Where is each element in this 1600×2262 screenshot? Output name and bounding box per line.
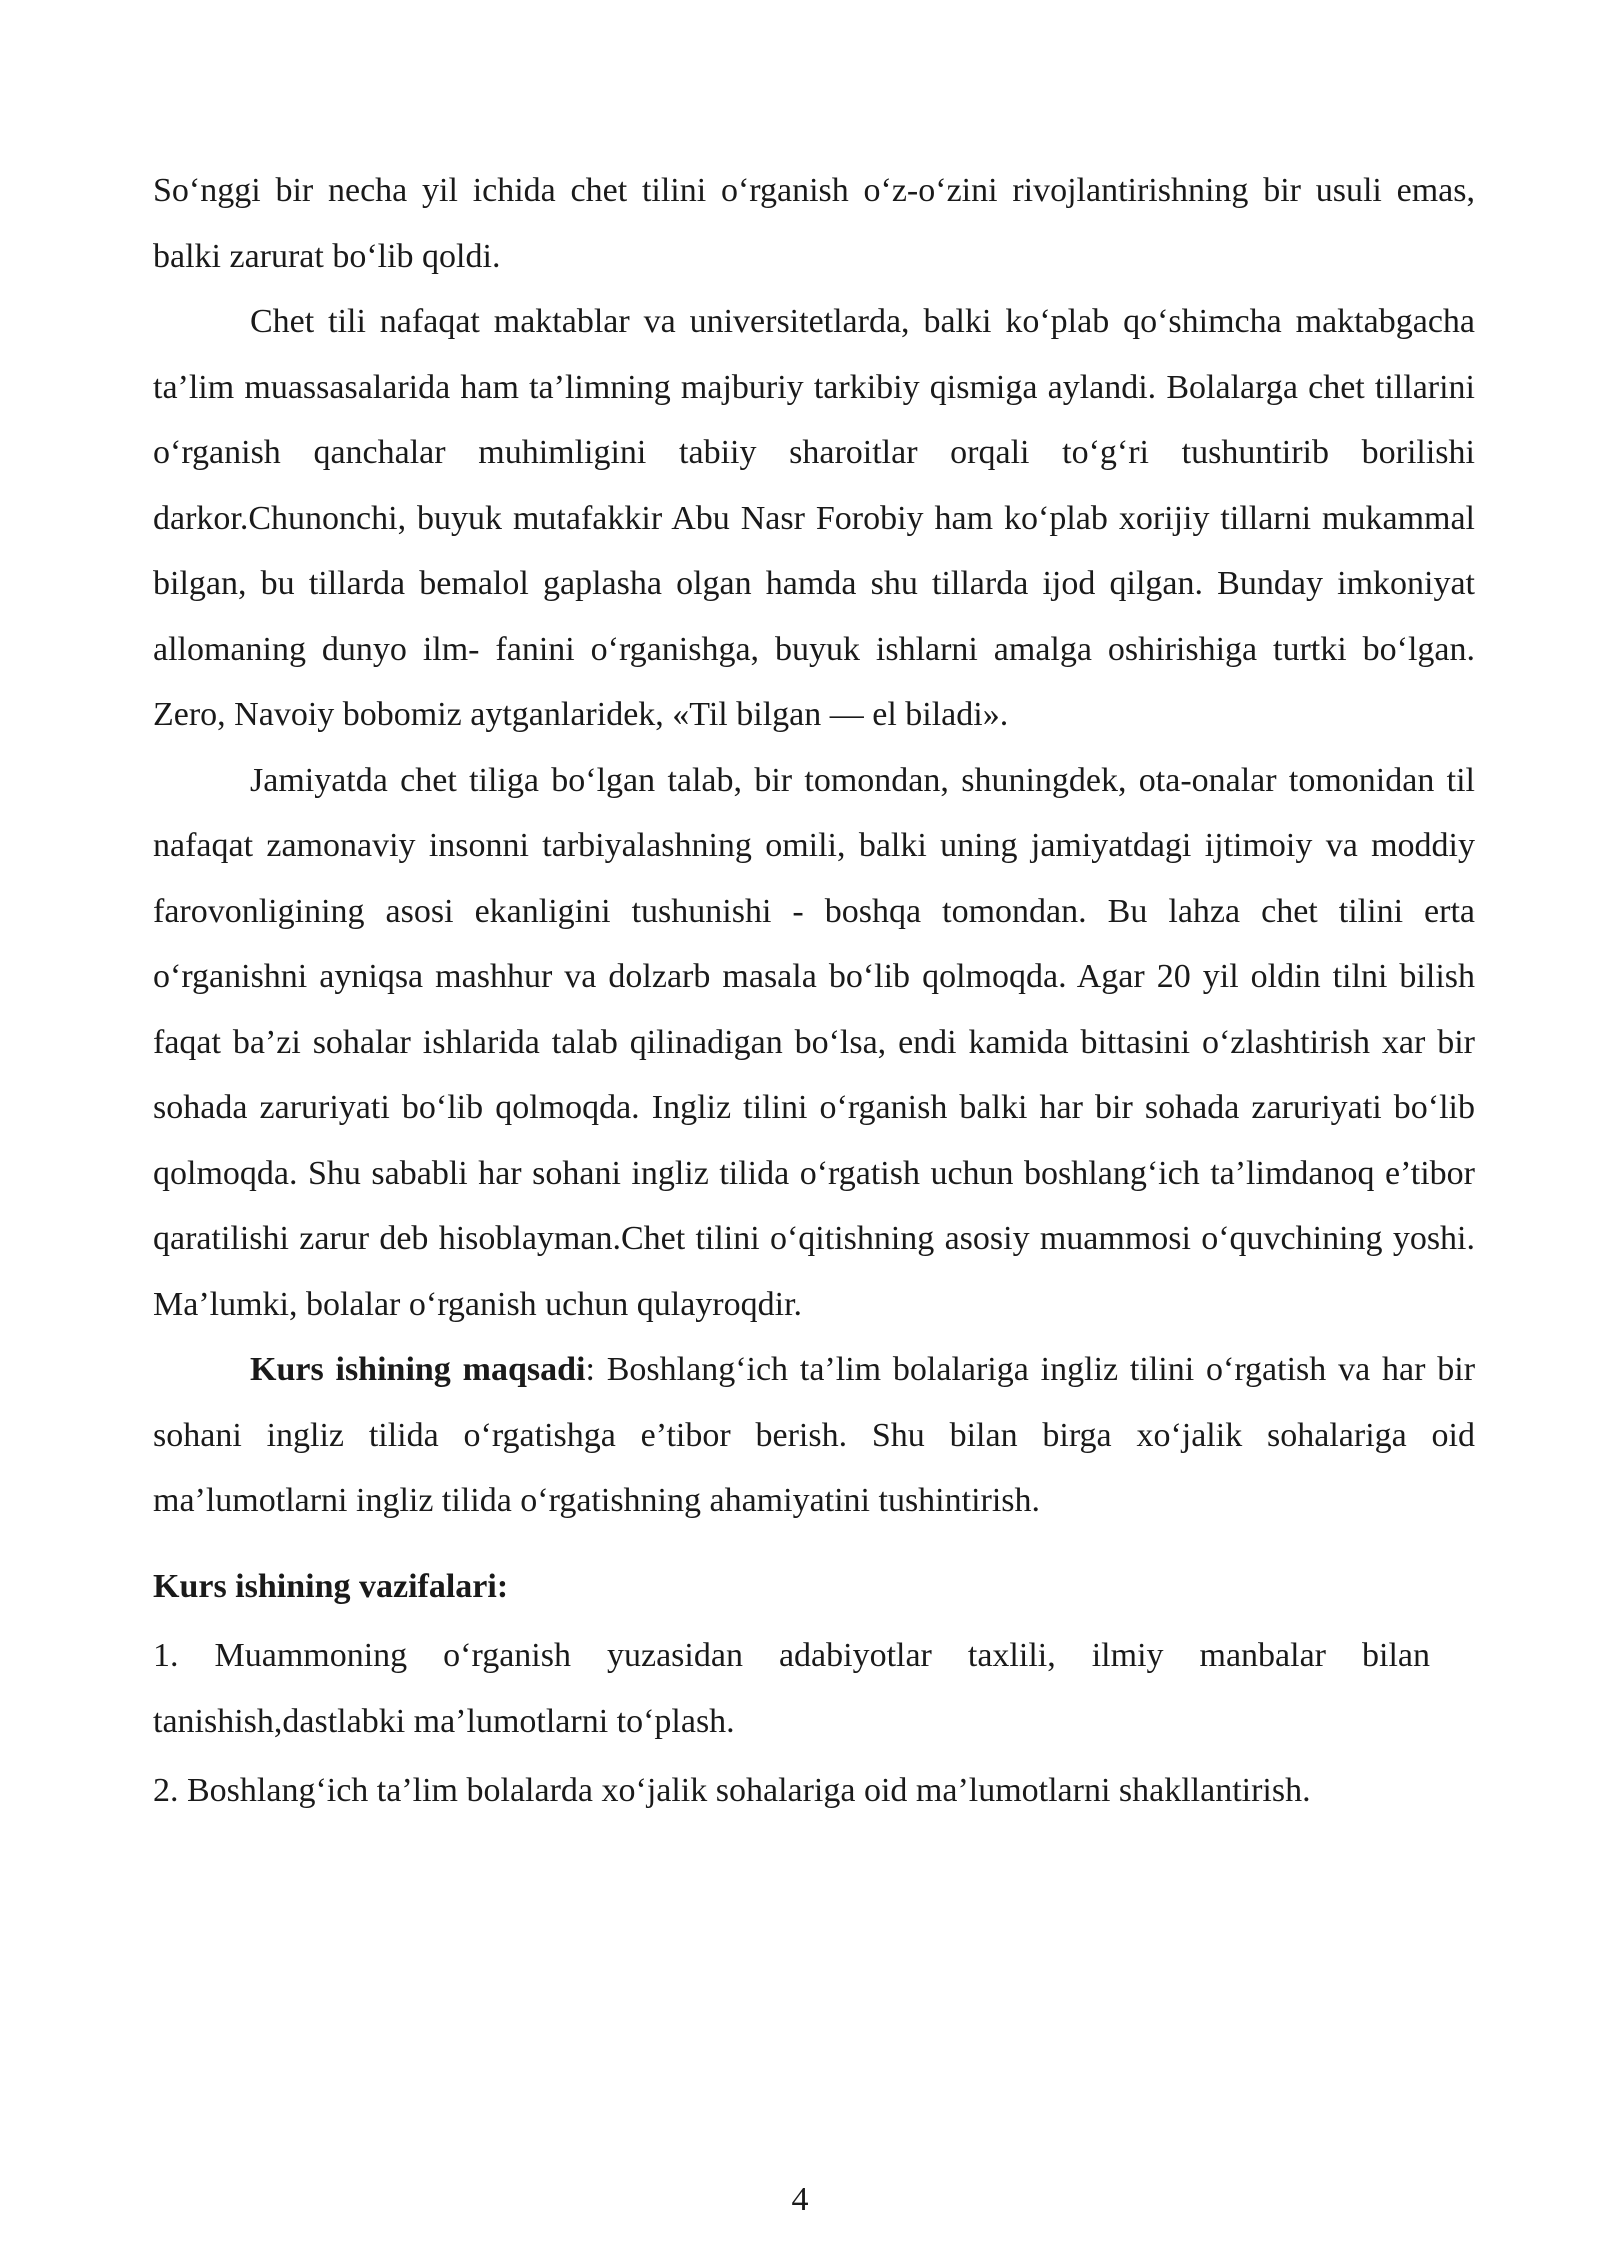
page-number: 4 (791, 2181, 809, 2218)
paragraph-society-demand: Jamiyatda chet tiliga bo‘lgan talab, bir tomondan, shuningdek, ota-onalar tomonidan til nafaqat zamonaviy insonni tarbiyalashning omili, balki uning jamiyatdagi ijtimoiy va moddiy farovonligining asosi ekanligini tushunishi - boshqa tomondan. Bu lahza chet tilini erta o‘rganishni ayniqsa mashhur va dolzarb masala bo‘lib qolmoqda. Agar 20 yil oldin tilni bilish faqat ba’zi sohalar ishlarida talab qilinadigan bo‘lsa, endi kamida bittasini o‘zlashtirish xar bir sohada zaruriyati bo‘lib qolmoqda. Ingliz tilini o‘rganish balki har bir sohada zaruriyati bo‘lib qolmoqda. Shu sababli har sohani ingliz tilida o‘rgatish uchun boshlang‘ich ta’limdanoq e’tibor qaratilishi zarur deb hisoblayman.Chet tilini o‘qitishning asosiy muammosi o‘quvchining yoshi. Ma’lumki, bolalar o‘rganish uchun qulayroqdir. (153, 761, 1475, 1323)
goal-label: Kurs ishining maqsadi (250, 1351, 586, 1388)
tasks-heading: Kurs ishining vazifalari: (153, 1567, 509, 1605)
paragraph-goal (153, 1337, 1475, 1534)
task-item-1: 1. Muammoning o‘rganish yuzasidan adabiyotlar taxlili, ilmiy manbalar bilan tanishish,dastlabki ma’lumotlarni to‘plash. (153, 1637, 1430, 1740)
document-page (153, 158, 1475, 1828)
paragraph-foreign-language: Chet tili nafaqat maktablar va universitetlarda, balki ko‘plab qo‘shimcha maktabgacha ta’lim muassasalarida ham ta’limning majburiy tarkibiy qismiga aylandi. Bolalarga chet tillarini o‘rganish qanchalar muhimligini tabiiy sharoitlar orqali to‘g‘ri tushuntirib borilishi darkor.Chunonchi, buyuk mutafakkir Abu Nasr Forobiy ham ko‘plab xorijiy tillarni mukammal bilgan, bu tillarda bemalol gaplasha olgan hamda shu tillarda ijod qilgan. Bunday imkoniyat allomaning dunyo ilm- fanini o‘rganishga, buyuk ishlarni amalga oshirishiga turtki bo‘lgan. Zero, Navoiy bobomiz aytganlaridek, «Til bilgan — el biladi». (153, 303, 1475, 733)
paragraph-intro: So‘nggi bir necha yil ichida chet tilini o‘rganish o‘z-o‘zini rivojlantirishning bir usuli emas, balki zarurat bo‘lib qoldi. (153, 172, 1475, 275)
task-item-2: 2. Boshlang‘ich ta’lim bolalarda xo‘jalik sohalariga oid ma’lumotlarni shakllantirish. (153, 1772, 1311, 1809)
goal-text: : Boshlang‘ich ta’lim bolalariga ingliz tilini o‘rgatish va har bir sohani ingliz tilida o‘rgatishga e’tibor berish. Shu bilan birga xo‘jalik sohalariga oid ma’lumotlarni ingliz tilida o‘rgatishning ahamiyatini tushintirish. (153, 1351, 1476, 1519)
